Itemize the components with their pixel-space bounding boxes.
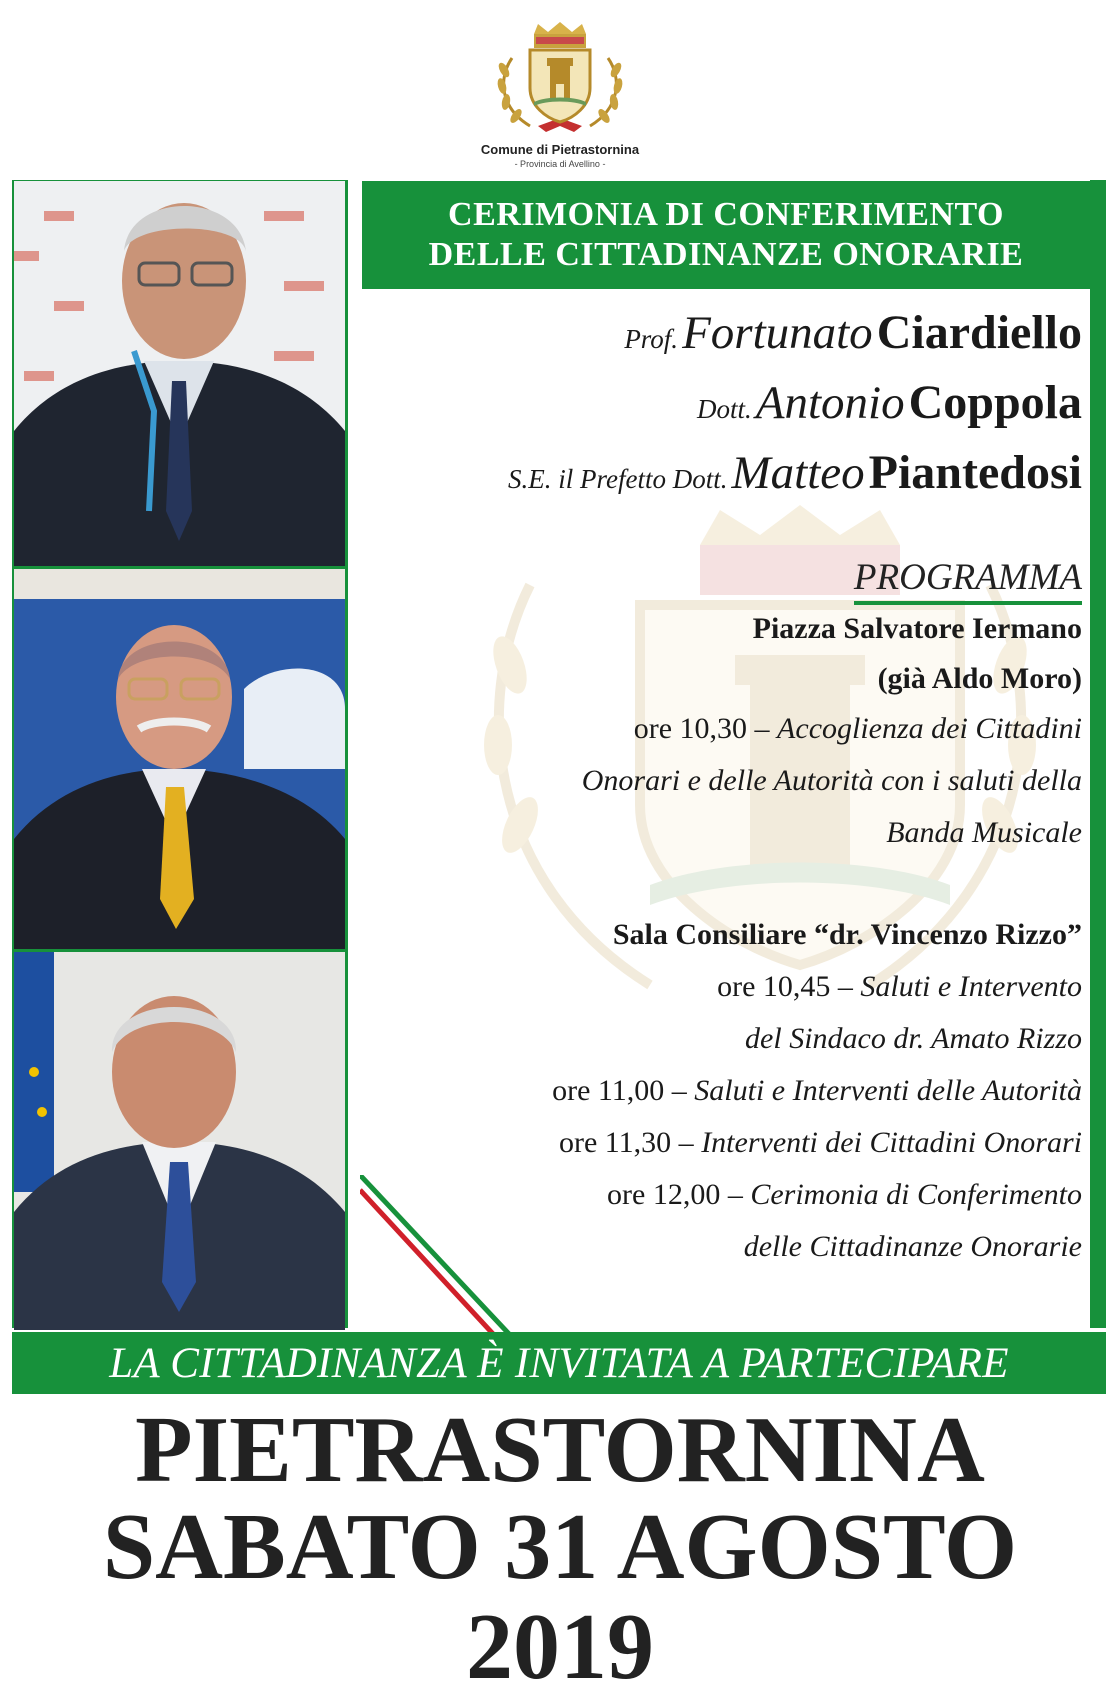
- venue-piazza-name: Piazza Salvatore Iermano: [752, 612, 1082, 645]
- schedule-item-1100: [552, 1074, 1082, 1108]
- programma-heading: PROGRAMMA: [854, 556, 1082, 605]
- honoree-coppola: [697, 375, 1082, 430]
- invitation-text: LA CITTADINANZA È INVITATA A PARTECIPARE: [109, 1339, 1009, 1387]
- schedule-text: Saluti e Intervento: [860, 970, 1082, 1003]
- honoree-last-name: Ciardiello: [876, 306, 1082, 359]
- portrait-photo-ciardiello: [14, 181, 345, 566]
- schedule-time: ore 10,30 –: [633, 712, 778, 745]
- green-frame-right: [1090, 180, 1106, 1328]
- title-line-1: CERIMONIA DI CONFERIMENTO: [448, 196, 1004, 233]
- schedule-time: ore 10,45 –: [717, 970, 861, 1003]
- schedule-time: ore 12,00 –: [607, 1178, 751, 1211]
- comune-province: - Provincia di Avellino -: [514, 159, 606, 169]
- schedule-item-1200: [607, 1178, 1082, 1212]
- schedule-text: Accoglienza dei Cittadini: [777, 712, 1082, 745]
- schedule-item-1030: [634, 712, 1082, 746]
- title-line-2: DELLE CITTADINANZE ONORARIE: [428, 236, 1024, 273]
- honoree-prefix: Dott.: [697, 394, 752, 424]
- honoree-prefix: Prof.: [624, 324, 679, 354]
- honoree-last-name: Coppola: [908, 376, 1082, 429]
- honoree-piantedosi: [508, 445, 1082, 500]
- venue-piazza-subname: (già Aldo Moro): [877, 662, 1082, 695]
- event-date: SABATO 31 AGOSTO 2019: [102, 1495, 1018, 1699]
- invitation-banner: [12, 1332, 1106, 1394]
- honoree-first-name: Matteo: [731, 447, 865, 499]
- schedule-item-1200-cont: delle Cittadinanze Onorarie: [743, 1230, 1082, 1263]
- honoree-first-name: Fortunato: [682, 307, 873, 359]
- honoree-last-name: Piantedosi: [868, 446, 1082, 499]
- schedule-item-1130: [559, 1126, 1082, 1160]
- schedule-time: ore 11,30 –: [558, 1126, 702, 1159]
- event-place: PIETRASTORNINA: [135, 1398, 985, 1502]
- honoree-first-name: Antonio: [755, 377, 905, 429]
- title-banner: [362, 181, 1090, 289]
- schedule-time: ore 11,00 –: [552, 1074, 695, 1107]
- schedule-item-1030-cont2: Banda Musicale: [886, 816, 1082, 849]
- comune-name: Comune di Pietrastornina: [480, 142, 640, 157]
- portrait-photo-piantedosi: [14, 952, 345, 1330]
- schedule-item-1045: [717, 970, 1082, 1004]
- honoree-ciardiello: [624, 305, 1082, 360]
- italian-tricolor-ribbon-icon: [360, 1175, 520, 1335]
- schedule-text: Interventi dei Cittadini Onorari: [701, 1126, 1082, 1159]
- honoree-prefix: S.E. il Prefetto Dott.: [508, 464, 728, 494]
- schedule-text: Saluti e Interventi delle Autorità: [694, 1074, 1082, 1107]
- venue-sala-consiliare-name: Sala Consiliare “dr. Vincenzo Rizzo”: [612, 918, 1082, 951]
- portrait-photo-coppola: [14, 569, 345, 949]
- municipal-crest-icon: [490, 18, 630, 140]
- schedule-item-1030-cont: Onorari e delle Autorità con i saluti della: [581, 764, 1082, 797]
- schedule-item-1045-cont: del Sindaco dr. Amato Rizzo: [745, 1022, 1082, 1055]
- schedule-text: Cerimonia di Conferimento: [750, 1178, 1082, 1211]
